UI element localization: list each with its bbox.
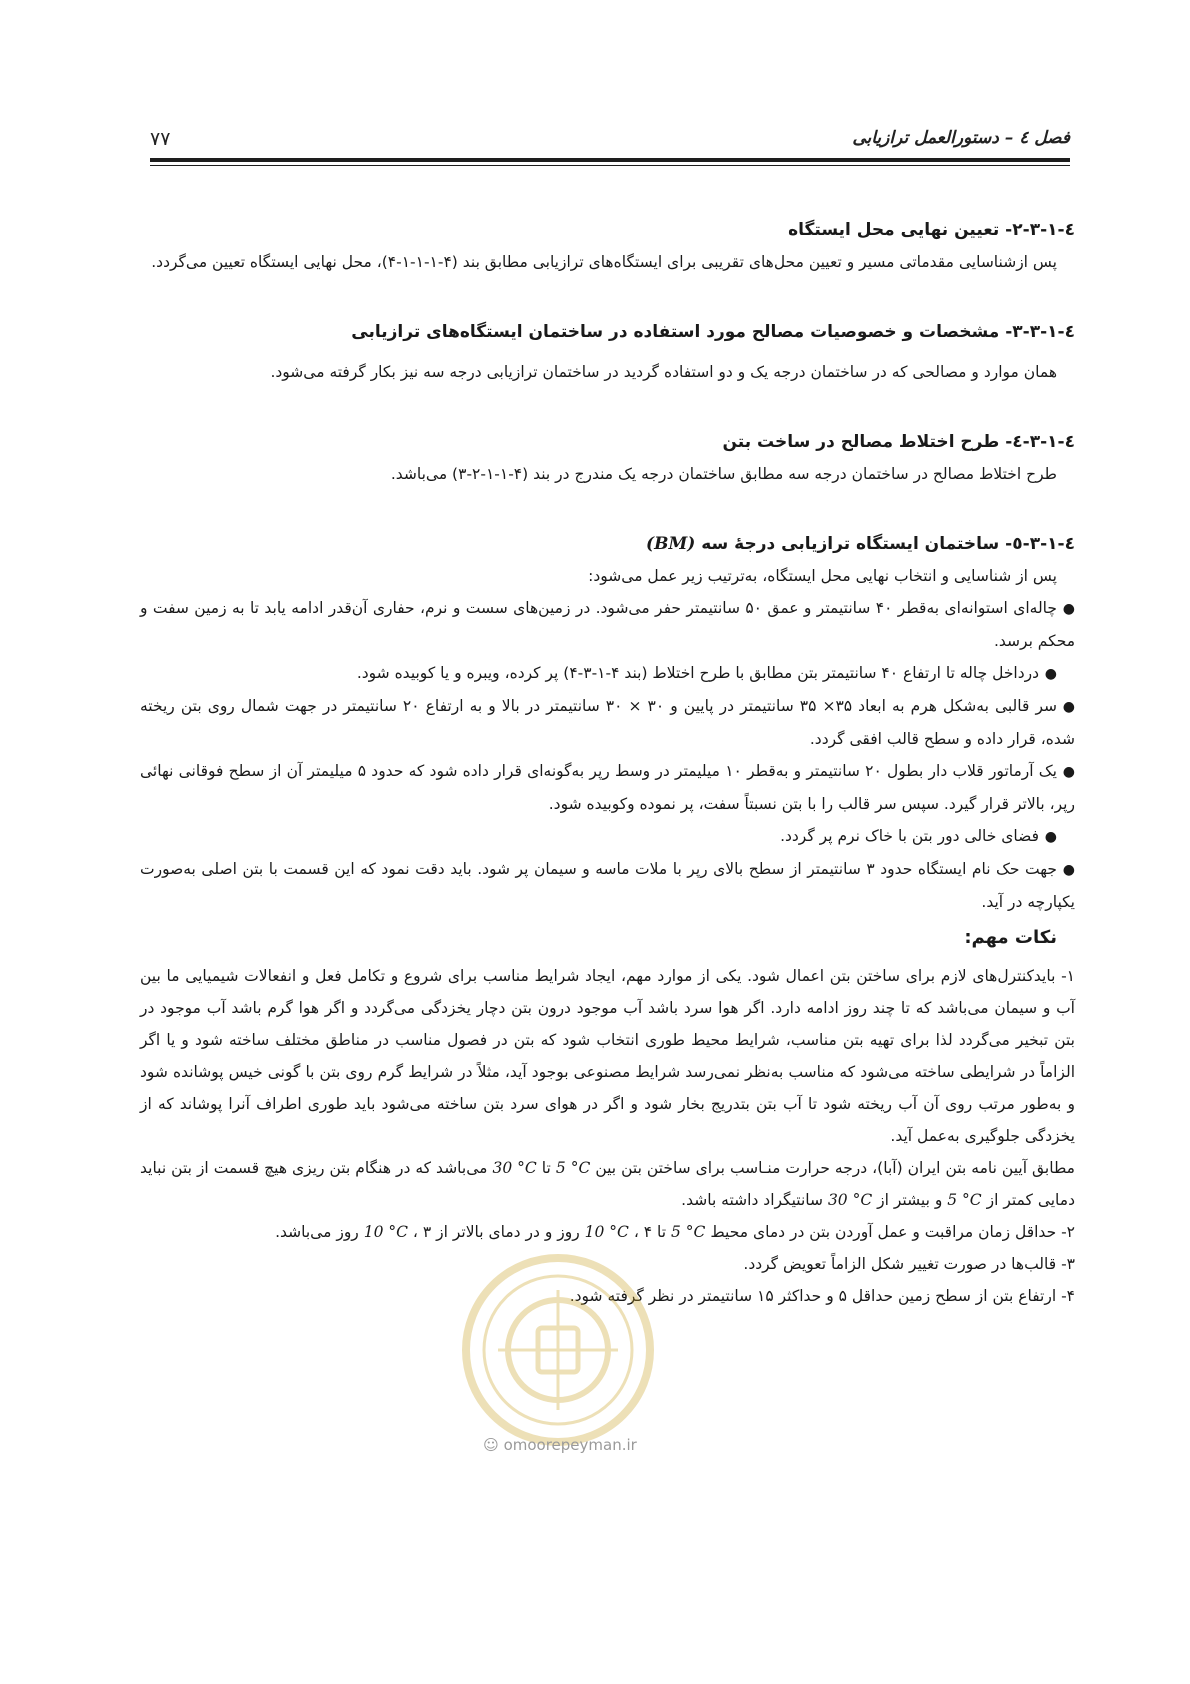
bullet-icon: ●: [1062, 601, 1075, 617]
bullet-icon: ●: [1062, 862, 1075, 878]
note-1-temperature: [140, 1152, 1075, 1216]
temperature-value: 5 °C: [555, 1159, 591, 1177]
section-body: همان موارد و مصالحی که در ساختمان درجه یک و دو استفاده گردید در ساختمان ترازیابی درجه سه نیز بکار گرفته می‌شود.: [270, 363, 1057, 381]
page-header: [150, 128, 1070, 162]
temperature-value: 10 °C: [584, 1223, 629, 1241]
list-item: [140, 853, 1075, 918]
section-intro: پس از شناسایی و انتخاب نهایی محل ایستگاه، به‌ترتیب زیر عمل می‌شود:: [588, 567, 1057, 585]
list-item-text: سر قالبی به‌شکل هرم به ابعاد ۳۵× ۳۵ سانتیمتر در پایین و ۳۰ × ۳۰ سانتیمتر در بالا و به ارتفاع ۲۰ سانتیمتر در جهت شمال روی بتن ریخته شده، قرار داده و سطح قالب افقی گردد.: [140, 697, 1075, 748]
note-text: تا: [541, 1159, 551, 1177]
header-rule: [150, 158, 1070, 162]
list-item-text: فضای خالی دور بتن با خاک نرم پر گردد.: [780, 827, 1039, 845]
section-heading-latin: (BM): [646, 534, 696, 554]
bullet-icon: ●: [1044, 829, 1057, 845]
temperature-value: 30 °C: [492, 1159, 537, 1177]
section-heading-text: ٤-١-٣-٥- ساختمان ایستگاه ترازیابی درجهٔ سه: [701, 534, 1075, 554]
notes-title: نکات مهم:: [964, 927, 1057, 948]
list-item: [140, 592, 1075, 657]
bullet-icon: ●: [1062, 699, 1075, 715]
page-number: ۷۷: [150, 128, 171, 150]
note-text: می‌باشد که در هنگام بتن ریزی هیچ قسمت از بتن نباید دمایی کمتر از: [140, 1159, 1075, 1209]
list-item-text: چاله‌ای استوانه‌ای به‌قطر ۴۰ سانتیمتر و عمق ۵۰ سانتیمتر حفر می‌شود. در زمین‌های سست و نرم، حفاری آن‌قدر ادامه یابد تا به زمین سفت و محکم برسد.: [140, 599, 1075, 650]
section-body: پس ازشناسایی مقدماتی مسیر و تعیین محل‌های تقریبی برای ایستگاه‌های ترازیابی مطابق بند (۴-۱-۱-۱-۴)، محل نهایی ایستگاه تعیین می‌گردد.: [151, 253, 1057, 271]
header-rule-thin: [150, 165, 1070, 166]
note-text: ، ۴ روز و در دمای بالاتر از: [436, 1223, 653, 1241]
temperature-value: 5 °C: [947, 1191, 982, 1209]
note-text: مطابق آیین نامه بتن ایران (آبا)، درجه حرارت منـاسب برای ساختن بتن بین: [595, 1159, 1075, 1177]
temperature-value: 10 °C: [363, 1223, 408, 1241]
watermark-icon: ☺: [483, 1436, 499, 1454]
section-body: طرح اختلاط مصالح در ساختمان درجه سه مطابق ساختمان درجه یک مندرج در بند (۴-۱-۱-۲-۳) می‌باشد.: [390, 465, 1057, 483]
bullet-list: [140, 592, 1075, 918]
note-4: ۴- ارتفاع بتن از سطح زمین حداقل ۵ و حداکثر ۱۵ سانتیمتر در نظر گرفته شود.: [569, 1287, 1075, 1305]
section-heading: ٤-١-٣-٤- طرح اختلاط مصالح در ساخت بتن: [722, 432, 1075, 452]
chapter-title: فصل ٤ – دستورالعمل ترازیابی: [852, 128, 1070, 148]
page-content: [140, 214, 1075, 1312]
list-item: [140, 755, 1075, 820]
list-item: [140, 820, 1075, 853]
section-heading: ٤-١-٣-٢- تعیین نهایی محل ایستگاه: [788, 220, 1075, 240]
note-text: ۲- حداقل زمان مراقبت و عمل آوردن بتن در دمای محیط: [710, 1223, 1075, 1241]
note-2: [140, 1216, 1075, 1248]
note-1: ۱- بایدکنترل‌های لازم برای ساختن بتن اعمال شود. یکی از موارد مهم، ایجاد شرایط مناسب برای شروع و تکامل فعل و انفعالات شیمیایی ما بین آب و سیمان می‌باشد که تا چند روز ادامه دارد. اگر هوا سرد باشد آب موجود درون بتن دچار یخزدگی می‌گردد و اگر هوا گرم باشد آب موجود در بتن تبخیر می‌گردد لذا برای تهیه بتن مناسب، شرایط محیط طوری انتخاب شود که بتن در فصول مناسب در مناطق مختلف ساخته شود و یا اگر الزاماً در شرایطی ساخته می‌شود که مناسب به‌نظر نمی‌رسد شرایط مصنوعی بوجود آید، مثلاً در شرایط گرم روی بتن با گونی خیس پوشانده شود و به‌طور مرتب روی آن آب ریخته شود تا آب بتن بتدریج بخار شود و اگر در هوای سرد بتن ساخته می‌شود باید طوری اطراف آنرا پوشاند که از یخزدگی جلوگیری به‌عمل آید.: [140, 967, 1075, 1145]
list-item: [140, 657, 1075, 690]
watermark-text: [460, 1436, 660, 1454]
list-item-text: جهت حک نام ایستگاه حدود ۳ سانتیمتر از سطح بالای رپر با ملات ماسه و سیمان پر شود. باید دقت نمود که این قسمت با بتن اصلی به‌صورت یکپارچه در آید.: [140, 860, 1075, 911]
list-item: [140, 690, 1075, 755]
list-item-text: درداخل چاله تا ارتفاع ۴۰ سانتیمتر بتن مطابق با طرح اختلاط (بند ۴-۱-۳-۴) پر کرده، ویبره و یا کوبیده شود.: [356, 664, 1039, 682]
temperature-value: 30 °C: [827, 1191, 873, 1209]
note-text: و بیشتر از: [877, 1191, 943, 1209]
bullet-icon: ●: [1044, 666, 1057, 682]
note-text: سانتیگراد داشته باشد.: [681, 1191, 823, 1209]
watermark-label: omoorepeyman.ir: [503, 1436, 637, 1454]
bullet-icon: ●: [1062, 764, 1075, 780]
section-heading: ٤-١-٣-٣- مشخصات و خصوصیات مصالح مورد استفاده در ساختمان ایستگاه‌های ترازیابی: [351, 322, 1075, 342]
list-item-text: یک آرماتور قلاب دار بطول ۲۰ سانتیمتر و به‌قطر ۱۰ میلیمتر در وسط رپر به‌گونه‌ای قرار داده شود که حدود ۵ میلیمتر آن از سطح فوقانی نهائی رپر، بالاتر قرار گیرد. سپس سر قالب را با بتن نسبتاً سفت، پر نموده وکوبیده شود.: [140, 762, 1075, 813]
note-3: ۳- قالب‌ها در صورت تغییر شکل الزاماً تعویض گردد.: [743, 1255, 1075, 1273]
note-text: ، ۳ روز می‌باشد.: [275, 1223, 432, 1241]
temperature-value: 5 °C: [671, 1223, 706, 1241]
note-text: تا: [657, 1223, 667, 1241]
section-heading: [140, 528, 1075, 560]
